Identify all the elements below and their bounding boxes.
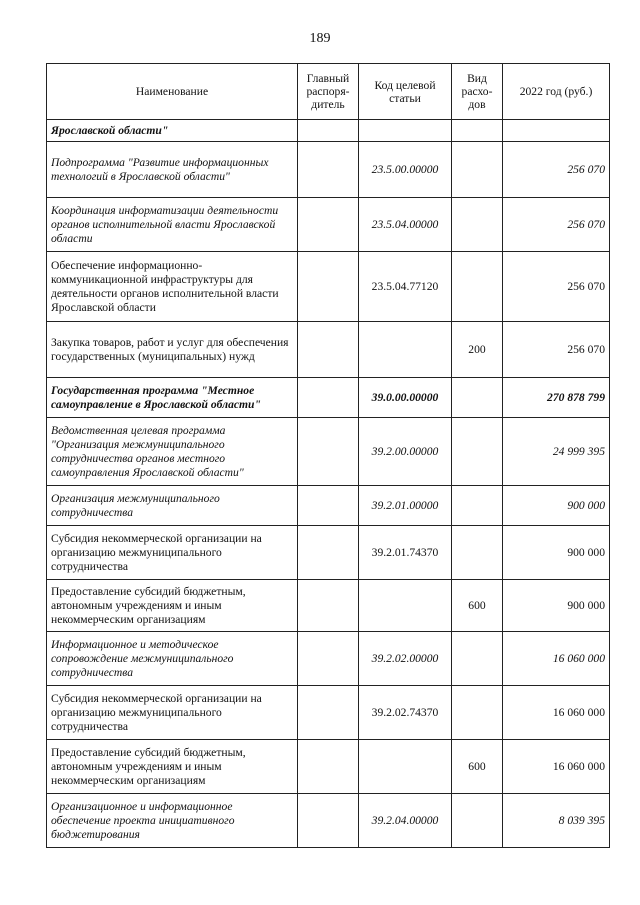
cell-name: Обеспечение информационно-коммуникационной инфраструктуры для деятельности органов исполнительной власти Ярославской области <box>47 252 298 322</box>
cell-ministry <box>298 322 359 378</box>
cell-amount: 256 070 <box>503 322 610 378</box>
table-row <box>47 686 610 740</box>
cell-amount: 256 070 <box>503 198 610 252</box>
cell-ministry <box>298 526 359 580</box>
cell-name: Субсидия некоммерческой организации на организацию межмуниципального сотрудничества <box>47 526 298 580</box>
cell-code: 39.2.00.00000 <box>359 418 452 486</box>
cell-code <box>359 740 452 794</box>
cell-name: Закупка товаров, работ и услуг для обеспечения государственных (муниципальных) нужд <box>47 322 298 378</box>
table-row <box>47 740 610 794</box>
cell-kind <box>452 632 503 686</box>
cell-ministry <box>298 794 359 848</box>
cell-name: Информационное и методическое сопровождение межмуниципального сотрудничества <box>47 632 298 686</box>
table-row <box>47 252 610 322</box>
table-row <box>47 486 610 526</box>
cell-code <box>359 322 452 378</box>
table-row <box>47 794 610 848</box>
cell-kind <box>452 142 503 198</box>
cell-name: Ведомственная целевая программа "Организация межмуниципального сотрудничества органов местного самоуправления Ярославской области" <box>47 418 298 486</box>
table-row <box>47 580 610 632</box>
cell-kind <box>452 486 503 526</box>
cell-name: Организационное и информационное обеспечение проекта инициативного бюджетирования <box>47 794 298 848</box>
header-kind: Вид расхо- дов <box>452 64 503 120</box>
table-header-row <box>47 64 610 120</box>
cell-amount: 256 070 <box>503 142 610 198</box>
cell-name: Организация межмуниципального сотрудничества <box>47 486 298 526</box>
cell-kind: 600 <box>452 740 503 794</box>
cell-ministry <box>298 580 359 632</box>
cell-amount: 16 060 000 <box>503 632 610 686</box>
header-amount: 2022 год (руб.) <box>503 64 610 120</box>
cell-kind <box>452 526 503 580</box>
cell-amount: 16 060 000 <box>503 740 610 794</box>
cell-code: 39.0.00.00000 <box>359 378 452 418</box>
cell-name: Подпрограмма "Развитие информационных технологий в Ярославской области" <box>47 142 298 198</box>
cell-ministry <box>298 418 359 486</box>
cell-amount: 8 039 395 <box>503 794 610 848</box>
cell-kind <box>452 120 503 142</box>
table-row <box>47 632 610 686</box>
cell-amount: 24 999 395 <box>503 418 610 486</box>
cell-ministry <box>298 142 359 198</box>
cell-ministry <box>298 686 359 740</box>
table-row <box>47 142 610 198</box>
cell-kind <box>452 686 503 740</box>
cell-kind <box>452 418 503 486</box>
cell-ministry <box>298 486 359 526</box>
cell-amount: 900 000 <box>503 580 610 632</box>
cell-ministry <box>298 632 359 686</box>
cell-name: Государственная программа "Местное самоуправление в Ярославской области" <box>47 378 298 418</box>
table-row <box>47 378 610 418</box>
cell-code <box>359 580 452 632</box>
cell-code: 39.2.04.00000 <box>359 794 452 848</box>
header-ministry: Главный распоря- дитель <box>298 64 359 120</box>
cell-amount: 900 000 <box>503 486 610 526</box>
header-code: Код целевой статьи <box>359 64 452 120</box>
cell-amount: 900 000 <box>503 526 610 580</box>
cell-ministry <box>298 252 359 322</box>
cell-amount <box>503 120 610 142</box>
table-row <box>47 120 610 142</box>
page-number: 189 <box>309 31 331 46</box>
cell-amount: 16 060 000 <box>503 686 610 740</box>
cell-name: Ярославской области" <box>47 120 298 142</box>
table-row <box>47 322 610 378</box>
table-row <box>47 526 610 580</box>
cell-ministry <box>298 198 359 252</box>
table-row <box>47 198 610 252</box>
cell-kind <box>452 198 503 252</box>
cell-code: 39.2.01.74370 <box>359 526 452 580</box>
cell-name: Предоставление субсидий бюджетным, автономным учреждениям и иным некоммерческим организациям <box>47 580 298 632</box>
cell-ministry <box>298 740 359 794</box>
table-row <box>47 418 610 486</box>
cell-ministry <box>298 378 359 418</box>
cell-code: 39.2.02.00000 <box>359 632 452 686</box>
cell-code <box>359 120 452 142</box>
cell-amount: 270 878 799 <box>503 378 610 418</box>
cell-amount: 256 070 <box>503 252 610 322</box>
cell-kind: 600 <box>452 580 503 632</box>
budget-table <box>46 63 610 848</box>
cell-code: 23.5.04.77120 <box>359 252 452 322</box>
cell-code: 39.2.02.74370 <box>359 686 452 740</box>
cell-ministry <box>298 120 359 142</box>
cell-kind <box>452 794 503 848</box>
cell-kind <box>452 378 503 418</box>
cell-name: Координация информатизации деятельности органов исполнительной власти Ярославской области <box>47 198 298 252</box>
cell-name: Субсидия некоммерческой организации на организацию межмуниципального сотрудничества <box>47 686 298 740</box>
cell-kind <box>452 252 503 322</box>
cell-name: Предоставление субсидий бюджетным, автономным учреждениям и иным некоммерческим организациям <box>47 740 298 794</box>
cell-kind: 200 <box>452 322 503 378</box>
cell-code: 23.5.04.00000 <box>359 198 452 252</box>
cell-code: 23.5.00.00000 <box>359 142 452 198</box>
cell-code: 39.2.01.00000 <box>359 486 452 526</box>
header-name: Наименование <box>47 64 298 120</box>
